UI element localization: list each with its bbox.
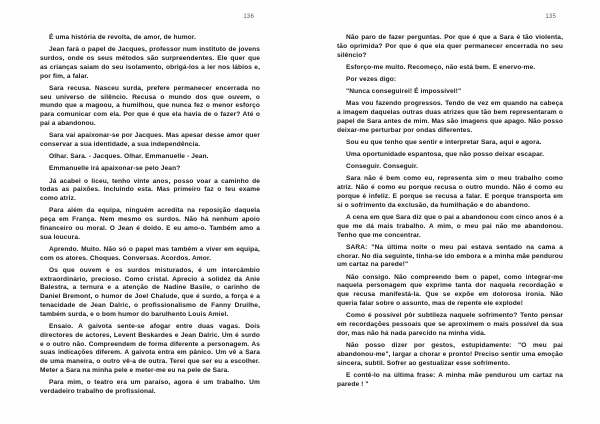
paragraph: Olhar. Sara. - Jacques. Olhar. Emmanuelle - Jean. <box>49 153 209 161</box>
paragraph: Jean fará o papel de Jacques, professor num instituto de jovens surdos, onde os seus métodos são surpreendentes. Ele quer que as crianças saiam do seu isolamento, obrigá-los a ler nos lábios e, por fim, a falar. <box>40 46 260 80</box>
paragraph: Sara não é bem como eu, representa sim o meu trabalho como atriz. Não é como eu porque recusa o outro mundo. Não é como eu porque é infeliz. E porque se recusa a falar. E porque transporta em si o sofrimento da exclusão, da humilhação e do abandono. <box>337 175 563 209</box>
page-left-text-column <box>40 34 260 400</box>
paragraph: Não paro de fazer perguntas. Por que é que a Sara é tão violenta, tão oprimida? Por que é que ela quer permanecer encerrada no seu silêncio? <box>337 34 563 59</box>
paragraph: Aprendo. Muito. Não só o papel mas também a viver em equipa, com os atores. Choques. Conversas. Acordos. Amor. <box>40 245 260 262</box>
paragraph: Esforço-me muito. Recomeço, não está bem. E enervo-me. <box>346 63 536 71</box>
paragraph: Sara vai apaixonar-se por Jacques. Mas apesar desse amor quer conservar a sua identidade, a sua independência. <box>40 132 260 148</box>
paragraph: Emmanuelle irá apaixonar-se pelo Jean? <box>49 165 181 173</box>
paragraph: Por vezes digo: <box>346 75 397 83</box>
paragraph: Não posso dizer por gestos, estupidamente: "O meu pai abandonou-me", largar a chorar e pronto! Preciso sentir uma emoção sincera, subtil. Sofrer ao gestualizar esse sofrimento. <box>337 341 563 367</box>
paragraph: E contê-lo na última frase: A minha mãe pendurou um cartaz na parede ! " <box>337 371 563 388</box>
paragraph: A cena em que Sara diz que o pai a abandonou com cinco anos é a que me dá mais trabalho. A mim, o meu pai não me abandonou. Tenho que me concentrar. <box>337 214 563 239</box>
paragraph: Ensaio. A gaivota sente-se afogar entre duas vagas. Dois directores de actores, Levent Beskardes e Jean Dalric. Um é surdo e o outro não. Compreendem de forma diferente a personagem. As suas indicações diferem. A gaivota entra em pânico. Um vê a Sara de uma maneira, o outro vê-a de outra. Terei que ser eu a escolher. Meter a Sara na minha pele e meter-me eu na pele de Sara. <box>40 323 260 374</box>
paragraph: É uma história de revolta, de amor, de humor. <box>49 34 197 41</box>
paragraph: Como é possível pôr subtileza naquele sofrimento? Tento pensar em recordações pessoais que se aproximem o mais possível da sua dor, mas não há nada parecido na minha vida. <box>337 312 563 337</box>
paragraph: Sou eu que tenho que sentir e interpretar Sara, aqui e agora. <box>346 138 542 146</box>
paragraph: Conseguir. Conseguir. <box>346 163 419 171</box>
paragraph: Para mim, o teatro era um paraíso, agora é um trabalho. Um verdadeiro trabalho de profissional. <box>40 379 260 395</box>
page-right <box>300 0 600 424</box>
paragraph: Sara recusa. Nasceu surda, prefere permanecer encerrada no seu universo de silêncio. Recusa o mundo dos que ouvem, o mundo que a magoou, a humilhou, que nunca fez o menor esforço para comunicar com ela. Por que é que ela havia de o fazer? Até o pai a abandonou. <box>40 84 260 127</box>
paragraph: Para além da equipa, ninguém acredita na reposição daquela peça em França. Nem mesmo os surdos. Não há nenhum apoio financeiro ou moral. O Jean é doido. E eu amo-o. Também amo a sua loucura. <box>40 207 260 241</box>
paragraph: Mas vou fazendo progressos. Tendo de vez em quando na cabeça a imagem daquelas outras duas atrizes que tão bem representaram o papel de Sara antes de mim. Mas são imagens que apago. Não posso deixar-me perturbar por ondas diferentes. <box>337 100 563 134</box>
paragraph: SARA: "Na última noite o meu pai estava sentado na cama a chorar. No dia seguinte, tinha-se ido embora e a minha mãe pendurou um cartaz na parede!" <box>337 243 563 269</box>
paragraph: Uma oportunidade espantosa, que não posso deixar escapar. <box>346 151 545 159</box>
paragraph: "Nunca conseguirei! É impossível!" <box>346 88 462 96</box>
paragraph: Os que ouvem e os surdos misturados, é um intercâmbio extraordinário, precioso. Como cristal. Aprecio a solidez da Anie Balestra, a ternura e a atenção de Nadine Basile, o carinho de Daniel Bremont, o humor de Joel Chalude, que é surdo, a força e a tenacidade de Jean Dalric, o profissionalismo de Fanny Druilhe, também surda, e o bom humor do barulhento Louis Amiel. <box>40 266 260 318</box>
page-right-text-column <box>337 34 563 393</box>
paragraph: Não consigo. Não compreendo bem o papel, como integrar-me naquela personagem que exprime tanta dor naquela recordação e que recusa manifestá-la. Que se expõe em dolorosa ironia. Não queria falar sobre o assunto, mas de repente ele explode! <box>337 273 563 308</box>
paragraph: Já acabei o liceu, tenho vinte anos, posso voar a caminho de todas as paixões. Incluindo esta. Mas primeiro faz o teu exame como atriz. <box>40 177 260 203</box>
page-number-left: 136 <box>243 14 254 20</box>
page-number-right: 135 <box>545 14 556 20</box>
